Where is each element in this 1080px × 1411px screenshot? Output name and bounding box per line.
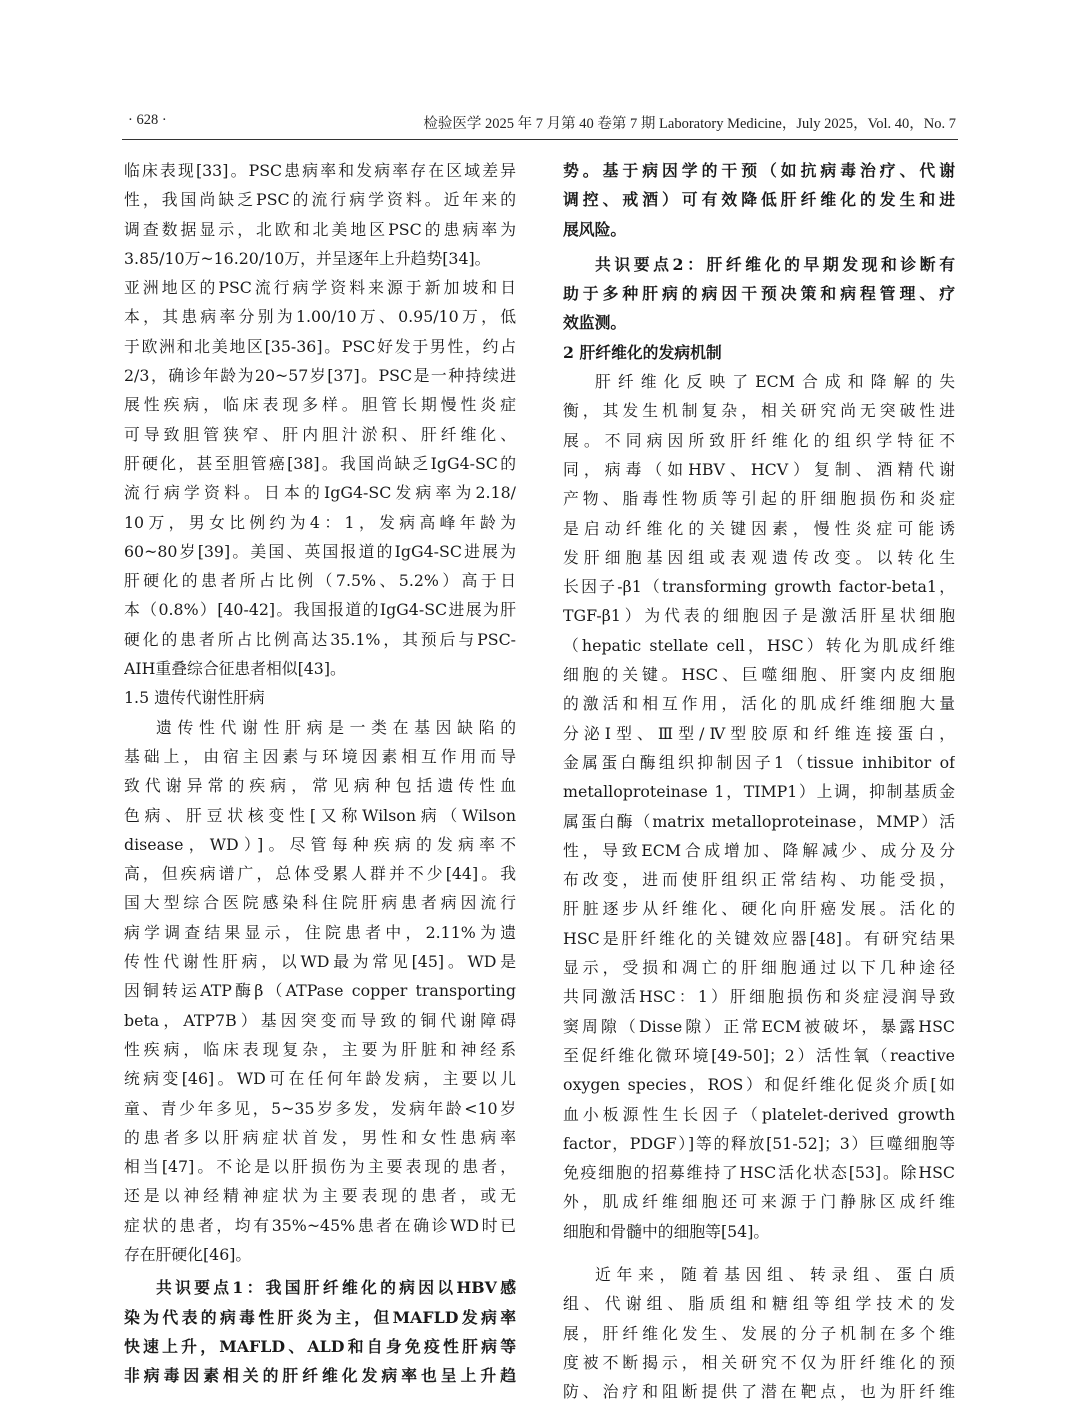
text-line: 同，病毒（如HBV、HCV）复制、酒精代谢 (563, 459, 955, 479)
text-line: 展，肝纤维化发生、发展的分子机制在多个维 (563, 1323, 955, 1343)
text-line: 助于多种肝病的病因干预决策和病程管理、疗 (563, 284, 955, 304)
text-line: 性，导致ECM合成增加、降解减少、成分及分 (563, 840, 955, 860)
text-line: 可导致胆管狭窄、肝内胆汁淤积、肝纤维化、 (124, 424, 516, 444)
text-line: 调控、戒酒）可有效降低肝纤维化的发生和进 (563, 190, 955, 210)
text-line: 组、代谢组、脂质组和糖组等组学技术的发 (563, 1294, 955, 1314)
text-line: 亚洲地区的PSC流行病学资料来源于新加坡和日 (124, 278, 516, 298)
text-line: 于欧洲和北美地区[35-36]。PSC好发于男性，约占 (124, 336, 516, 356)
text-line: 展性疾病，临床表现多样。胆管长期慢性炎症 (124, 395, 516, 415)
text-line: 布改变，进而使肝组织正常结构、功能受损， (563, 870, 955, 890)
text-line: 童、青少年多见，5~35岁多发，发病年龄<10岁 (124, 1098, 516, 1118)
text-line: 遗传性代谢性肝病是一类在基因缺陷的 (156, 717, 516, 737)
text-line: 相当[47]。不论是以肝损伤为主要表现的患者， (124, 1157, 516, 1177)
text-line: 共识要点1：我国肝纤维化的病因以HBV感 (156, 1278, 516, 1298)
text-line: beta，ATP7B）基因突变而导致的铜代谢障碍 (124, 1010, 516, 1030)
left-column (124, 156, 516, 1390)
header-rule (122, 139, 958, 140)
text-line: 细胞和骨髓中的细胞等[54]。 (563, 1221, 770, 1241)
text-line: 60~80岁[39]。美国、英国报道的IgG4-SC进展为 (124, 541, 516, 561)
text-line: 肝硬化的患者所占比例（7.5%、5.2%）高于日 (124, 571, 516, 591)
text-line: 硬化的患者所占比例高达35.1%，其预后与PSC- (124, 629, 516, 649)
text-line: 肝硬化，甚至胆管癌[38]。我国尚缺乏IgG4-SC的 (124, 453, 516, 473)
text-line: 非病毒因素相关的肝纤维化发病率也呈上升趋 (124, 1366, 516, 1386)
text-line: 近年来，随着基因组、转录组、蛋白质 (595, 1264, 955, 1284)
journal-citation: 检验医学 2025 年 7 月第 40 卷第 7 期 Laboratory Medicine，July 2025，Vol. 40，No. 7 (423, 116, 956, 132)
text-line: factor，PDGF）]等的释放[51-52]；3）巨噬细胞等 (563, 1133, 955, 1153)
text-line: 的激活和相互作用，活化的肌成纤维细胞大量 (563, 694, 955, 714)
text-line: HSC是肝纤维化的关键效应器[48]。有研究结果 (563, 928, 955, 948)
text-line: 色病、肝豆状核变性[又称Wilson病（Wilson (124, 805, 516, 825)
text-line: 本（0.8%）[40-42]。我国报道的IgG4-SC进展为肝 (124, 600, 516, 620)
section-heading: 2 肝纤维化的发病机制 (563, 342, 722, 362)
text-line: 3.85/10万~16.20/10万，并呈逐年上升趋势[34]。 (124, 248, 491, 268)
text-line: 势。基于病因学的干预（如抗病毒治疗、代谢 (563, 161, 955, 180)
text-line: 肝纤维化反映了ECM合成和降解的失 (595, 372, 955, 392)
text-line: 分泌Ⅰ型、Ⅲ型/Ⅳ型胶原和纤维连接蛋白， (563, 723, 955, 743)
text-line: 度被不断揭示，相关研究不仅为肝纤维化的预 (563, 1352, 955, 1372)
text-line: 本，其患病率分别为1.00/10万、0.95/10万，低 (124, 307, 516, 327)
text-line: 统病变[46]。WD可在任何年龄发病，主要以儿 (124, 1069, 516, 1089)
right-column (563, 156, 955, 1406)
text-line: 属蛋白酶（matrix metalloproteinase，MMP）活 (563, 811, 955, 831)
text-line: 肝脏逐步从纤维化、硬化向肝癌发展。活化的 (563, 899, 955, 919)
text-line: 细胞的关键。HSC、巨噬细胞、肝窦内皮细胞 (563, 665, 955, 685)
text-line: 病学调查结果显示，住院患者中，2.11%为遗 (124, 922, 516, 942)
text-line: 金属蛋白酶组织抑制因子1（tissue inhibitor of (563, 752, 955, 772)
text-line: 衡，其发生机制复杂，相关研究尚无突破性进 (563, 401, 955, 421)
text-line: 性，我国尚缺乏PSC的流行病学资料。近年来的 (124, 190, 516, 210)
text-line: 是启动纤维化的关键因素，慢性炎症可能诱 (563, 518, 955, 538)
text-line: 2/3，确诊年龄为20~57岁[37]。PSC是一种持续进 (124, 366, 516, 386)
text-line: 发肝细胞基因组或表观遗传改变。以转化生 (563, 547, 955, 567)
text-line: 窦周隙（Disse隙）正常ECM被破坏，暴露HSC (563, 1016, 955, 1036)
text-line: 免疫细胞的招募维持了HSC活化状态[53]。除HSC (563, 1163, 955, 1183)
text-line: 至促纤维化微环境[49-50]；2）活性氧（reactive (563, 1045, 955, 1065)
text-line: 因铜转运ATP酶β（ATPase copper transporting (124, 981, 516, 1001)
section-heading: 1.5 遗传代谢性肝病 (124, 688, 265, 708)
text-line: 效监测。 (563, 313, 627, 333)
text-line: 致代谢异常的疾病，常见病种包括遗传性血 (124, 776, 516, 796)
text-line: 10万，男女比例约为4：1，发病高峰年龄为 (124, 512, 516, 532)
text-line: 共识要点2：肝纤维化的早期发现和诊断有 (595, 254, 955, 274)
text-line: 外，肌成纤维细胞还可来源于门静脉区成纤维 (563, 1192, 955, 1212)
text-line: 流行病学资料。日本的IgG4-SC发病率为2.18/ (124, 483, 516, 503)
text-line: 传性代谢性肝病，以WD最为常见[45]。WD是 (124, 952, 516, 972)
text-line: disease，WD）]。尽管每种疾病的发病率不 (124, 834, 516, 854)
text-line: 还是以神经精神症状为主要表现的患者，或无 (124, 1186, 516, 1206)
text-line: 染为代表的病毒性肝炎为主，但MAFLD发病率 (124, 1307, 516, 1327)
running-header (0, 112, 1080, 136)
text-line: 血小板源性生长因子（platelet-derived growth (563, 1104, 955, 1124)
text-line: 存在肝硬化[46]。 (124, 1244, 252, 1264)
text-line: 产物、脂毒性物质等引起的肝细胞损伤和炎症 (563, 489, 955, 509)
text-line: oxygen species，ROS）和促纤维化促炎介质[如 (563, 1075, 955, 1095)
text-line: 临床表现[33]。PSC患病率和发病率存在区域差异 (124, 161, 516, 180)
text-line: 性疾病，临床表现复杂，主要为肝脏和神经系 (124, 1039, 516, 1059)
text-line: 的患者多以肝病症状首发，男性和女性患病率 (124, 1127, 516, 1147)
text-line: metalloproteinase 1，TIMP1）上调，抑制基质金 (563, 782, 955, 802)
text-line: 调查数据显示，北欧和北美地区PSC的患病率为 (124, 219, 516, 239)
text-line: 长因子-β1（transforming growth factor-beta1， (563, 577, 955, 597)
text-line: 共同激活HSC：1）肝细胞损伤和炎症浸润导致 (563, 987, 955, 1007)
text-line: 基础上，由宿主因素与环境因素相互作用而导 (124, 746, 516, 766)
text-line: 展。不同病因所致肝纤维化的组织学特征不 (563, 430, 955, 450)
text-line: 症状的患者，均有35%~45%患者在确诊WD时已 (124, 1215, 516, 1235)
text-line: 高，但疾病谱广，总体受累人群并不少[44]。我 (124, 864, 516, 884)
text-line: 防、治疗和阻断提供了潜在靶点，也为肝纤维 (563, 1382, 955, 1402)
text-line: 展风险。 (563, 219, 627, 239)
text-line: 国大型综合医院感染科住院肝病患者病因流行 (124, 893, 516, 913)
text-line: （hepatic stellate cell，HSC）转化为肌成纤维 (563, 635, 955, 655)
text-line: AIH重叠综合征患者相似[43]。 (124, 659, 346, 679)
page-number: · 628 · (128, 112, 167, 128)
text-line: TGF-β1）为代表的细胞因子是激活肝星状细胞 (563, 606, 955, 626)
text-line: 快速上升，MAFLD、ALD和自身免疫性肝病等 (124, 1336, 516, 1356)
text-line: 显示，受损和凋亡的肝细胞通过以下几种途径 (563, 958, 955, 978)
